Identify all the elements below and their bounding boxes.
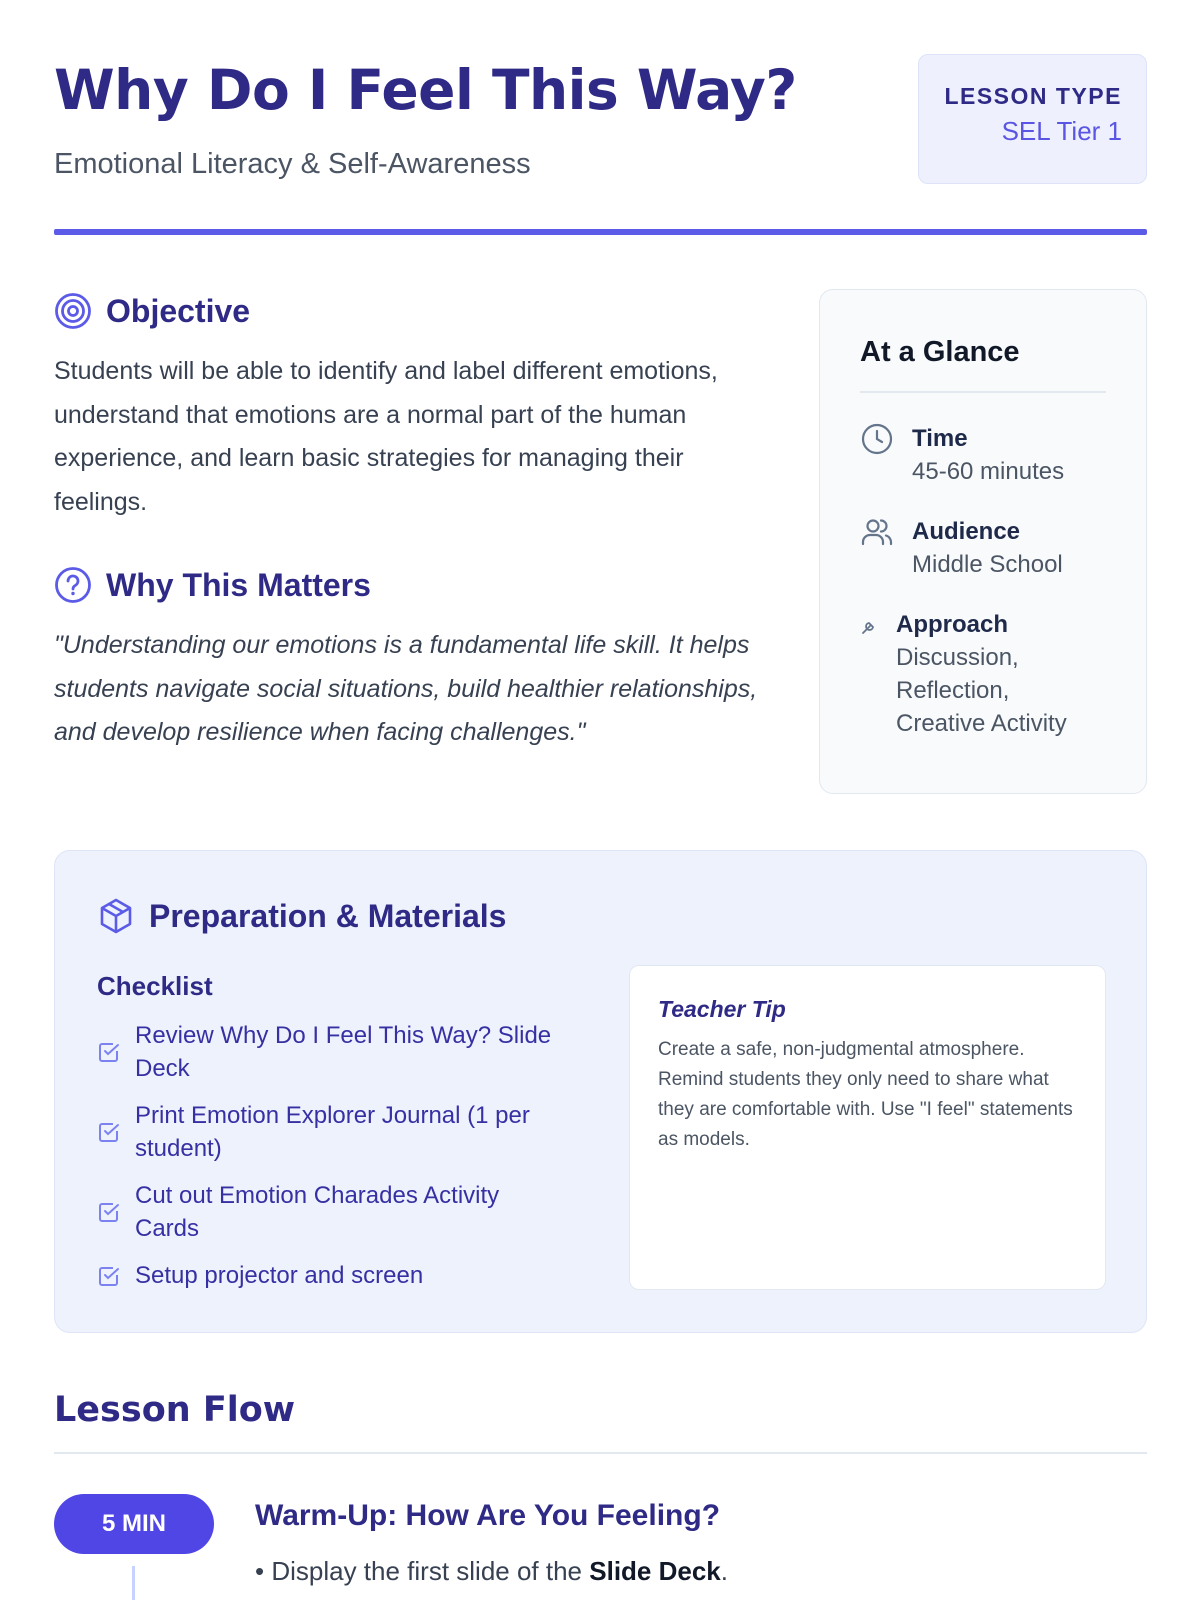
teacher-tip-card bbox=[629, 965, 1106, 1290]
at-a-glance-card bbox=[819, 289, 1147, 794]
glance-value: Middle School bbox=[912, 551, 1063, 578]
checklist-item-text: Setup projector and screen bbox=[135, 1262, 424, 1289]
checkbox-checked-icon[interactable] bbox=[97, 1264, 121, 1288]
lesson-flow-divider bbox=[54, 1452, 1147, 1454]
glance-value: Discussion, Reflection, Creative Activity bbox=[896, 644, 1067, 737]
users-icon bbox=[860, 515, 894, 549]
glance-divider bbox=[860, 391, 1106, 393]
preparation-title: Preparation & Materials bbox=[149, 897, 507, 934]
checkbox-checked-icon[interactable] bbox=[97, 1120, 121, 1144]
checklist-item[interactable] bbox=[97, 1019, 562, 1085]
glance-label: Audience bbox=[912, 518, 1021, 545]
clock-icon bbox=[860, 422, 894, 456]
checklist-item[interactable] bbox=[97, 1179, 562, 1245]
objective-heading bbox=[54, 292, 250, 330]
checklist-title: Checklist bbox=[97, 971, 213, 1001]
bullet-dot: • bbox=[255, 1556, 272, 1586]
glance-item-approach bbox=[860, 608, 1086, 740]
page-subtitle: Emotional Literacy & Self-Awareness bbox=[54, 148, 531, 180]
checklist-item[interactable] bbox=[97, 1099, 562, 1165]
step-bullet-suffix: . bbox=[720, 1556, 728, 1586]
step-bullet-bold: Slide Deck bbox=[589, 1556, 721, 1586]
glance-label: Approach bbox=[896, 611, 1009, 638]
step-bullet-prefix: Display the first slide of the bbox=[271, 1556, 590, 1586]
objective-text: Students will be able to identify and label different emotions, understand that emotions are a normal part of the human experience, and learn basic strategies for managing their feelings. bbox=[54, 357, 718, 516]
checkbox-checked-icon[interactable] bbox=[97, 1200, 121, 1224]
preparation-card bbox=[54, 850, 1147, 1333]
question-circle-icon bbox=[54, 566, 92, 604]
checkbox-checked-icon[interactable] bbox=[97, 1040, 121, 1064]
glance-item-time bbox=[860, 422, 1064, 488]
objective-title: Objective bbox=[106, 292, 251, 329]
checklist-item-text: Review Why Do I Feel This Way? Slide Deck bbox=[135, 1022, 552, 1082]
teacher-tip-title: Teacher Tip bbox=[658, 996, 786, 1022]
checklist-item[interactable] bbox=[97, 1259, 562, 1292]
preparation-heading bbox=[97, 897, 506, 935]
why-quote: "Understanding our emotions is a fundamental life skill. It helps students navigate social situations, build healthier relationships, and develop resilience when facing challenges." bbox=[54, 631, 758, 746]
target-icon bbox=[54, 292, 92, 330]
why-title: Why This Matters bbox=[106, 566, 371, 603]
checklist-item-text: Cut out Emotion Charades Activity Cards bbox=[135, 1182, 500, 1242]
lesson-plan-page bbox=[54, 0, 1147, 1586]
wrench-icon bbox=[860, 618, 878, 636]
step-bullet bbox=[255, 1556, 728, 1587]
lesson-type-card bbox=[918, 54, 1147, 184]
checklist bbox=[97, 1019, 562, 1306]
glance-item-audience bbox=[860, 515, 1063, 581]
lesson-type-label: LESSON TYPE bbox=[944, 83, 1122, 109]
package-icon bbox=[97, 897, 135, 935]
checklist-item-text: Print Emotion Explorer Journal (1 per student) bbox=[135, 1102, 530, 1162]
why-heading bbox=[54, 566, 371, 604]
lesson-type-value: SEL Tier 1 bbox=[1001, 116, 1122, 146]
page-title: Why Do I Feel This Way? bbox=[54, 58, 797, 122]
timeline-connector bbox=[132, 1566, 135, 1600]
glance-label: Time bbox=[912, 425, 968, 452]
glance-title: At a Glance bbox=[860, 336, 1020, 368]
header bbox=[54, 0, 1147, 236]
glance-value: 45-60 minutes bbox=[912, 458, 1065, 485]
header-divider bbox=[54, 229, 1147, 235]
teacher-tip-text: Create a safe, non-judgmental atmosphere. Remind students they only need to share what they are comfortable with. Use "I feel" statements as models. bbox=[658, 1039, 1073, 1150]
lesson-flow-title: Lesson Flow bbox=[54, 1390, 296, 1430]
step-title: Warm-Up: How Are You Feeling? bbox=[255, 1499, 721, 1532]
step-duration-badge: 5 MIN bbox=[54, 1494, 214, 1554]
